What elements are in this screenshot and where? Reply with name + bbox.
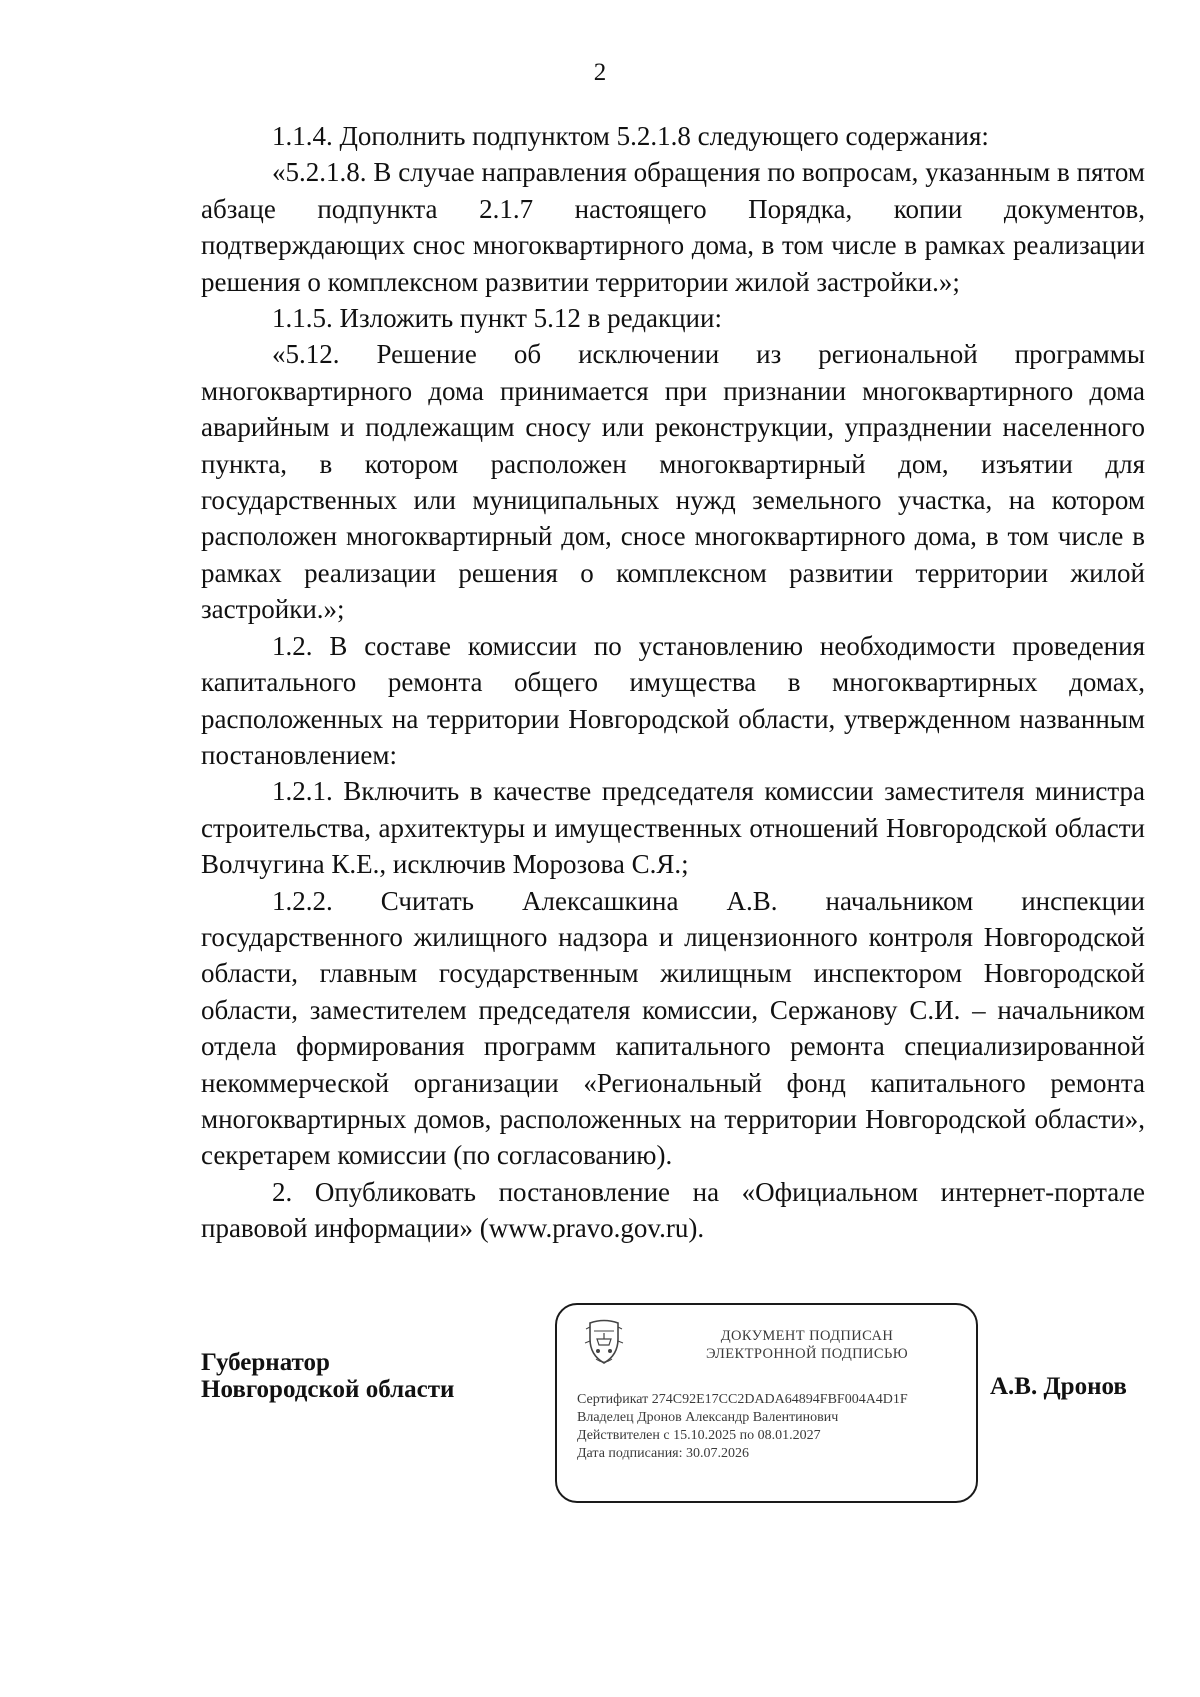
signer-title-line2: Новгородской области bbox=[201, 1376, 455, 1403]
stamp-signing-date: Дата подписания: 30.07.2026 bbox=[577, 1446, 750, 1461]
stamp-heading-line1: ДОКУМЕНТ ПОДПИСАН bbox=[720, 1328, 894, 1344]
paragraph-1-1-5: 1.1.5. Изложить пункт 5.12 в редакции: bbox=[272, 303, 722, 334]
paragraph-5-2-1-8: «5.2.1.8. В случае направления обращения по вопросам, указанным в пятом абзаце подпункта 2.1.7 настоящего Порядка, копии документов, подтверждающих снос многоквартирного дома, в том числе в рамках реализации решения о комплексном развитии территории жилой застройки.»; bbox=[201, 157, 1145, 297]
paragraph-5-12: «5.12. Решение об исключении из региональной программы многоквартирного дома принимается при признании многоквартирного дома аварийным и подлежащим сносу или реконструкции, упразднении населенного пункта, в котором расположен многоквартирный дом, изъятии для государственных или муниципальных нужд земельного участка, на котором расположен многоквартирный дом, сносе многоквартирного дома, в том числе в рамках реализации решения о комплексном развитии территории жилой застройки.»; bbox=[201, 339, 1145, 625]
paragraph-1-1-4: 1.1.4. Дополнить подпунктом 5.2.1.8 следующего содержания: bbox=[272, 121, 989, 151]
stamp-validity: Действителен с 15.10.2025 по 08.01.2027 bbox=[577, 1428, 821, 1443]
stamp-heading bbox=[677, 1327, 937, 1363]
paragraph-1-2: 1.2. В составе комиссии по установлению необходимости проведения капитального ремонта общего имущества в многоквартирных домах, расположенных на территории Новгородской области, утвержденном названным постановлением: bbox=[201, 630, 1145, 770]
electronic-signature-stamp bbox=[555, 1303, 978, 1503]
stamp-heading-line2: ЭЛЕКТРОННОЙ ПОДПИСЬЮ bbox=[705, 1346, 909, 1362]
signer-title bbox=[201, 1349, 454, 1403]
stamp-owner: Владелец Дронов Александр Валентинович bbox=[577, 1410, 839, 1425]
paragraph-1-2-1: 1.2.1. Включить в качестве председателя комиссии заместителя министра строительства, архитектуры и имущественных отношений Новгородской области Волчугина К.Е., исключив Морозова С.Я.; bbox=[201, 776, 1145, 880]
paragraph-1-2-2: 1.2.2. Считать Алексашкина А.В. начальником инспекции государственного жилищного надзора и лицензионного контроля Новгородской области, главным государственным жилищным инспектором Новгородской области, заместителем председателя комиссии, Сержанову С.И. – начальником отдела формирования программ капитального ремонта специализированной некоммерческой организации «Региональный фонд капитального ремонта многоквартирных домов, расположенных на территории Новгородской области», секретарем комиссии (по согласованию). bbox=[201, 885, 1145, 1171]
stamp-details bbox=[577, 1391, 908, 1463]
signer-name: А.В. Дронов bbox=[990, 1373, 1127, 1400]
page-number: 2 bbox=[593, 59, 607, 86]
signer-title-line1: Губернатор bbox=[201, 1349, 330, 1376]
coat-of-arms-icon bbox=[582, 1319, 626, 1367]
document-body bbox=[201, 118, 1145, 1247]
paragraph-2: 2. Опубликовать постановление на «Официальном интернет-портале правовой информации» (www.pravo.gov.ru). bbox=[201, 1176, 1145, 1244]
stamp-certificate: Сертификат 274C92E17CC2DADA64894FBF004A4D1F bbox=[577, 1392, 908, 1407]
